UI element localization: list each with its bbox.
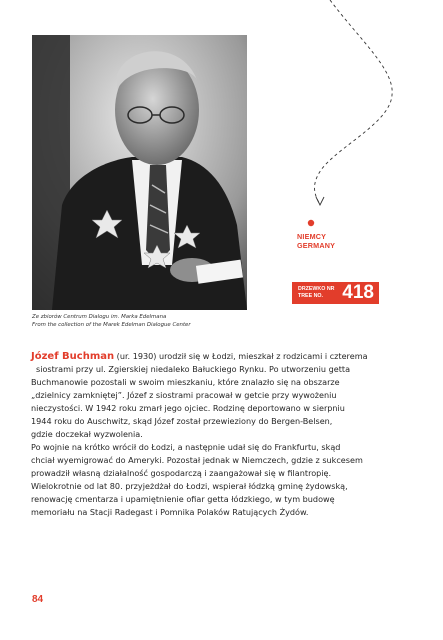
body-line: Po wojnie na krótko wrócił do Łodzi, a następnie udał się do Frankfurtu, skąd [31, 442, 341, 452]
photo-caption [32, 314, 292, 329]
archival-photo-icon [32, 35, 247, 310]
biography-text [31, 350, 409, 519]
caption-line-pl: Ze zbiorów Centrum Dialogu im. Marka Edelmana [32, 314, 167, 320]
body-line: Wielokrotnie od lat 80. przyjeżdżał do Łodzi, wspierał łódzką gminę żydowską, [31, 481, 348, 491]
body-line-text: (ur. 1930) urodził się w Łodzi, mieszkał z rodzicami i czterema [114, 351, 368, 361]
caption-line-en: From the collection of the Marek Edelman Dialogue Center [32, 321, 191, 328]
body-line: renowację cmentarza i upamiętnienie ofiar getta łódzkiego, w tym budowę [31, 494, 335, 504]
body-line: nieczystości. W 1942 roku zmarł jego ojciec. Rodzinę deportowano w sierpniu [31, 403, 345, 413]
country-name-pl: NIEMCY [297, 232, 327, 241]
tree-number-label [298, 286, 340, 300]
body-line: siostrami przy ul. Zgierskiej niedaleko Bałuckiego Rynku. Po utworzeniu getta [36, 364, 351, 374]
page-number: 84 [32, 594, 44, 605]
body-line: chciał wyemigrować do Ameryki. Pozostał jednak w Niemczech, gdzie z sukcesem [31, 455, 363, 465]
body-line: „dzielnicy zamkniętej”. Józef z siostrami pracował w getcie przy wywożeniu [31, 390, 337, 400]
country-label [297, 232, 407, 250]
body-line: Buchmanowie pozostali w swoim mieszkaniu, które znalazło się na obszarze [31, 377, 340, 387]
body-line [31, 350, 409, 363]
tree-label-en: TREE NO. [298, 293, 324, 299]
body-line: memoriału na Stacji Radegast i Pomnika Polaków Ratujących Żydów. [31, 507, 309, 517]
body-line: prowadził własną działalność gospodarczą i zaangażował się w filantropię. [31, 468, 332, 478]
tree-number-badge [292, 282, 379, 304]
location-dot-icon [308, 220, 314, 226]
tree-number-value: 418 [342, 282, 374, 303]
arrowhead-icon [316, 197, 324, 205]
body-line: 1944 roku do Auschwitz, skąd Józef został przewieziony do Bergen-Belsen, [31, 416, 333, 426]
tree-label-pl: DRZEWKO NR [298, 286, 335, 292]
portrait-photo [32, 35, 247, 310]
country-name-en: GERMANY [297, 241, 336, 250]
person-name: Józef Buchman [31, 351, 115, 362]
body-line: gdzie doczekał wyzwolenia. [31, 429, 143, 439]
